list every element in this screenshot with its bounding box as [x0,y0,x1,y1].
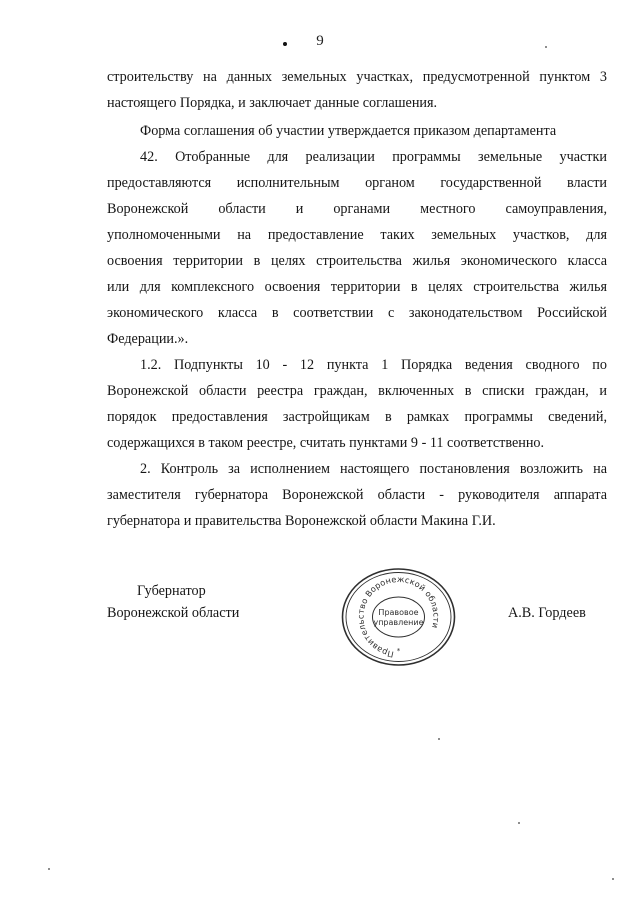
scan-speck [48,868,50,870]
text-line: предоставляются исполнительным органом государственной власти [107,175,607,191]
text-line: или для комплексного освоения территории в целях строительства жилья [107,279,607,295]
paragraph-agreement-form [107,118,607,144]
text-line: Форма соглашения об участии утверждается приказом департамента [140,123,557,139]
seal-center-ring [373,597,425,637]
scan-speck [438,738,440,740]
text-line: строительству на данных земельных участках, предусмотренной пунктом 3 [107,69,607,85]
signatory-name: А.В. Гордеев [508,605,586,621]
text-line: Федерации.». [107,331,189,347]
page-number: 9 [316,33,324,49]
text-line: экономического класса в соответствии с законодательством Российской [107,305,607,321]
text-line: настоящего Порядка, и заключает данные соглашения. [107,95,438,111]
text-line: уполномоченными на предоставление таких земельных участков, для [107,227,607,243]
scan-speck [545,46,547,48]
seal-ring-text-path: Правительство Воронежской области [355,573,442,660]
text-line: освоения территории в целях строительства жилья экономического класса [107,253,607,269]
text-line: содержащихся в таком реестре, считать пунктами 9 - 11 соответственно. [107,435,545,451]
text-line: 42. Отобранные для реализации программы земельные участки [140,149,607,165]
text-line: заместителя губернатора Воронежской области - руководителя аппарата [107,487,607,503]
text-line: губернатора и правительства Воронежской области Макина Г.И. [107,513,496,529]
signatory-title [107,580,239,624]
scan-speck [518,822,520,824]
signatory-title-line: Губернатор [137,583,206,599]
text-line: 2. Контроль за исполнением настоящего постановления возложить на [140,461,607,477]
scan-dot [283,42,287,46]
text-line: Воронежской области реестра граждан, включенных в списки граждан, и [107,383,607,399]
paragraph-item-2 [107,456,607,534]
text-line: Воронежской области и органами местного самоуправления, [107,201,607,217]
seal-inner-text-line: Правовое [378,608,419,617]
paragraph-item-1-2 [107,352,607,456]
official-seal [340,567,457,667]
signatory-title-line: Воронежской области [107,605,240,621]
scan-speck [612,878,614,880]
paragraph-continuation [107,64,607,116]
seal-inner-text-line: управление [373,618,424,627]
text-line: порядок предоставления застройщикам в рамках программы сведений, [107,409,607,425]
seal-star-mark: * [396,647,401,655]
paragraph-item-42 [107,144,607,352]
text-line: 1.2. Подпункты 10 - 12 пункта 1 Порядка ведения сводного по [140,357,607,373]
